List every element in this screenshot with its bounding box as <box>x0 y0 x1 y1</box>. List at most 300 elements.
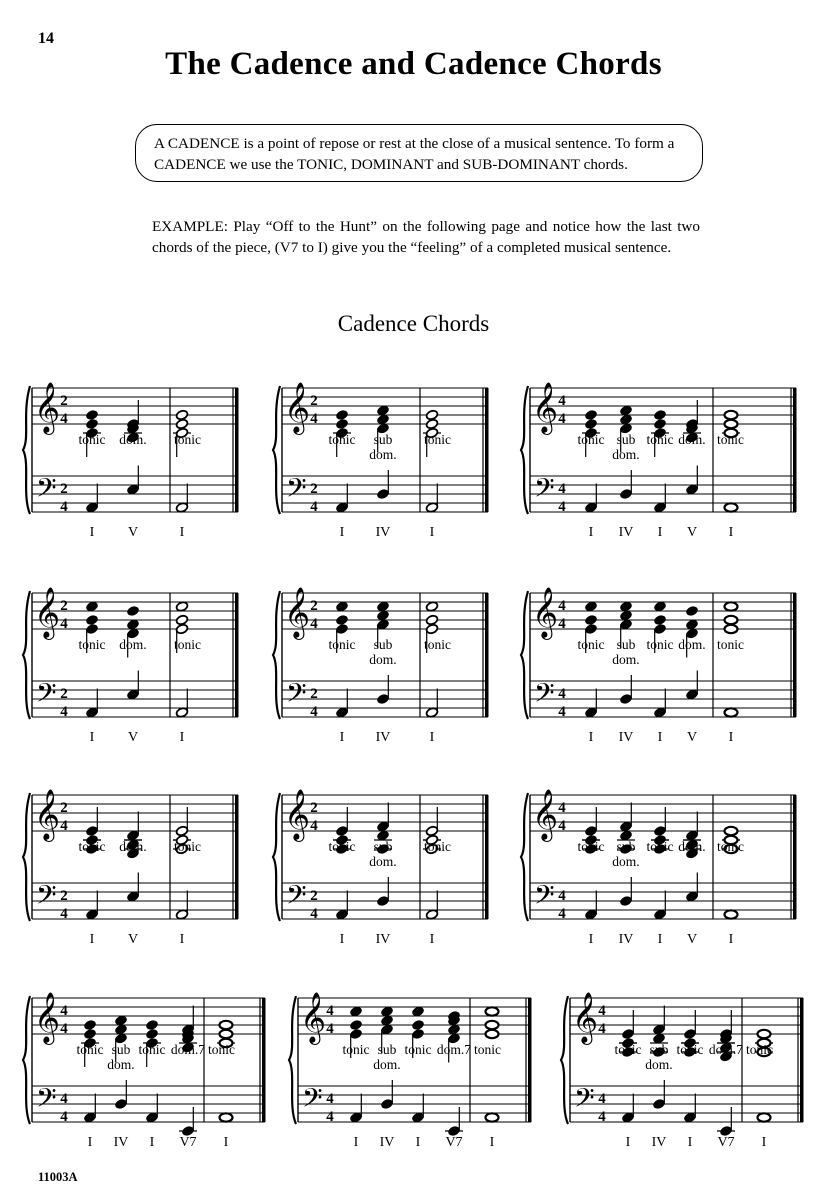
quarter-note <box>85 614 98 625</box>
cadence-exercise-7 <box>22 785 248 947</box>
quarter-note <box>619 414 632 425</box>
chord-label: dom. <box>612 854 640 869</box>
whole-note <box>725 411 738 419</box>
treble-clef-icon: 𝄞 <box>572 992 599 1043</box>
footer-code: 11003A <box>38 1170 78 1184</box>
half-note <box>175 409 188 420</box>
time-signature-top: 4 <box>326 1003 334 1019</box>
chord-label: dom. <box>612 652 640 667</box>
quarter-note <box>376 821 389 832</box>
whole-note <box>725 616 738 624</box>
treble-clef-icon: 𝄞 <box>532 382 559 433</box>
time-signature-bottom: 4 <box>60 906 68 922</box>
chord-label: sub <box>616 839 636 854</box>
quarter-note <box>584 707 597 718</box>
chord-label: dom.7 <box>170 1042 206 1057</box>
quarter-note <box>85 601 98 612</box>
time-signature-bottom: 4 <box>310 704 318 720</box>
time-signature-bottom: 4 <box>310 818 318 834</box>
quarter-note <box>349 1019 362 1030</box>
final-bar-thick <box>485 593 489 717</box>
treble-clef-icon: 𝄞 <box>284 382 311 433</box>
final-bar-thick <box>800 998 804 1122</box>
roman-numeral: I <box>179 730 185 745</box>
bass-clef-icon: 𝄢 <box>534 879 555 917</box>
quarter-note <box>335 909 348 920</box>
time-signature-bottom: 4 <box>326 1021 334 1037</box>
time-signature-bottom: 4 <box>310 499 318 515</box>
whole-note <box>725 708 738 716</box>
quarter-note <box>411 1028 424 1039</box>
chord-label: dom. <box>119 432 147 447</box>
time-signature-bottom: 4 <box>558 704 566 720</box>
roman-numeral: IV <box>375 932 391 947</box>
chord-label: tonic <box>342 1042 370 1057</box>
half-note <box>425 418 438 429</box>
quarter-note <box>376 414 389 425</box>
quarter-note <box>335 623 348 634</box>
quarter-note <box>584 409 597 420</box>
chord-label: tonic <box>717 839 744 854</box>
chord-label: sub <box>616 637 636 652</box>
quarter-note <box>685 619 698 630</box>
final-bar-thick <box>793 593 797 717</box>
time-signature-top: 2 <box>60 481 68 497</box>
chord-label: dom. <box>645 1057 673 1072</box>
quarter-note <box>653 825 666 836</box>
bass-clef-icon: 𝄢 <box>286 677 307 715</box>
roman-numeral: V <box>127 525 139 540</box>
quarter-note <box>584 614 597 625</box>
time-signature-bottom: 4 <box>558 906 566 922</box>
quarter-note <box>411 1006 424 1017</box>
time-signature-bottom: 4 <box>326 1109 334 1125</box>
quarter-note <box>685 605 698 616</box>
chord-label: tonic <box>174 432 201 447</box>
quarter-note <box>85 409 98 420</box>
quarter-note <box>619 821 632 832</box>
quarter-note <box>335 825 348 836</box>
quarter-note <box>685 891 698 902</box>
bass-clef-icon: 𝄢 <box>286 472 307 510</box>
quarter-note <box>376 405 389 416</box>
roman-numeral: I <box>588 525 594 540</box>
time-signature-top: 4 <box>558 800 566 816</box>
roman-numeral: I <box>223 1135 229 1150</box>
chord-label: tonic <box>404 1042 432 1057</box>
chord-label: sub <box>616 432 636 447</box>
cadence-exercise-1 <box>22 378 248 540</box>
quarter-note <box>652 1024 665 1035</box>
final-bar-thick <box>235 795 239 919</box>
whole-note <box>758 1113 771 1121</box>
chord-label: tonic <box>78 839 106 854</box>
quarter-note <box>85 418 98 429</box>
roman-numeral: V <box>127 730 139 745</box>
brace-icon <box>273 793 280 921</box>
chord-label: sub <box>373 637 393 652</box>
chord-label: dom. <box>369 854 397 869</box>
brace-icon <box>521 591 528 719</box>
chord-label: tonic <box>138 1042 166 1057</box>
time-signature-bottom: 4 <box>558 499 566 515</box>
whole-note <box>758 1030 771 1038</box>
bass-clef-icon: 𝄢 <box>574 1082 595 1120</box>
half-note <box>175 418 188 429</box>
half-note <box>425 601 438 612</box>
whole-note <box>486 1030 499 1038</box>
quarter-note <box>685 689 698 700</box>
final-bar-thick <box>235 388 239 512</box>
brace-icon <box>273 386 280 514</box>
cadence-exercise-2 <box>272 378 498 540</box>
time-signature-top: 2 <box>60 393 68 409</box>
time-signature-bottom: 4 <box>558 411 566 427</box>
roman-numeral: IV <box>375 525 391 540</box>
chord-label: tonic <box>746 1042 773 1057</box>
half-note <box>425 623 438 634</box>
treble-clef-icon: 𝄞 <box>34 992 61 1043</box>
chord-label: tonic <box>577 637 605 652</box>
chord-label: dom. <box>369 447 397 462</box>
quarter-note <box>380 1024 393 1035</box>
bass-clef-icon: 𝄢 <box>36 677 57 715</box>
chord-label: tonic <box>474 1042 501 1057</box>
roman-numeral: I <box>429 730 435 745</box>
brace-icon <box>23 386 30 514</box>
bass-clef-icon: 𝄢 <box>302 1082 323 1120</box>
chord-label: tonic <box>717 637 744 652</box>
roman-numeral: I <box>489 1135 495 1150</box>
brace-icon <box>273 591 280 719</box>
time-signature-top: 2 <box>310 598 318 614</box>
roman-numeral: I <box>415 1135 421 1150</box>
roman-numeral: I <box>761 1135 767 1150</box>
quarter-note <box>145 1028 158 1039</box>
roman-numeral: IV <box>618 525 634 540</box>
roman-numeral: I <box>87 1135 93 1150</box>
quarter-note <box>653 614 666 625</box>
whole-note <box>486 1021 499 1029</box>
chord-label: tonic <box>577 432 605 447</box>
quarter-note <box>126 891 139 902</box>
quarter-note <box>683 1112 696 1123</box>
quarter-note <box>619 895 632 906</box>
quarter-note <box>411 1112 424 1123</box>
quarter-note <box>376 693 389 704</box>
chord-label: dom.7 <box>708 1042 744 1057</box>
time-signature-bottom: 4 <box>558 818 566 834</box>
quarter-note <box>83 1028 96 1039</box>
example-paragraph: EXAMPLE: Play “Off to the Hunt” on the following page and notice how the last two chords of the piece, (V7 to I) give you the “feeling” of a completed musical sentence. <box>152 218 700 256</box>
quarter-note <box>653 623 666 634</box>
chord-label: dom. <box>119 839 147 854</box>
time-signature-top: 2 <box>60 686 68 702</box>
roman-numeral: I <box>339 730 345 745</box>
quarter-note <box>126 689 139 700</box>
chord-label: tonic <box>614 1042 642 1057</box>
roman-numeral: I <box>728 932 734 947</box>
bass-clef-icon: 𝄢 <box>534 677 555 715</box>
roman-numeral: V7 <box>717 1135 735 1150</box>
quarter-note <box>85 909 98 920</box>
page-title: The Cadence and Cadence Chords <box>165 46 662 82</box>
quarter-note <box>621 1028 634 1039</box>
quarter-note <box>380 1098 393 1109</box>
roman-numeral: V <box>127 932 139 947</box>
time-signature-top: 4 <box>326 1091 334 1107</box>
quarter-note <box>335 601 348 612</box>
whole-note <box>486 1113 499 1121</box>
chord-label: dom. <box>373 1057 401 1072</box>
quarter-note <box>126 619 139 630</box>
roman-numeral: I <box>339 932 345 947</box>
cadence-exercise-12 <box>560 988 808 1150</box>
half-note <box>425 614 438 625</box>
quarter-note <box>685 484 698 495</box>
chord-label: tonic <box>328 839 356 854</box>
brace-icon <box>289 996 296 1124</box>
roman-numeral: I <box>353 1135 359 1150</box>
quarter-note <box>126 605 139 616</box>
quarter-note <box>335 418 348 429</box>
roman-numeral: V7 <box>179 1135 197 1150</box>
time-signature-top: 4 <box>558 686 566 702</box>
treble-clef-icon: 𝄞 <box>34 789 61 840</box>
quarter-note <box>349 1028 362 1039</box>
quarter-note <box>349 1006 362 1017</box>
chord-label: tonic <box>646 839 674 854</box>
bass-clef-icon: 𝄢 <box>36 472 57 510</box>
roman-numeral: I <box>687 1135 693 1150</box>
final-bar-thick <box>262 998 266 1122</box>
chord-label: sub <box>373 839 393 854</box>
quarter-note <box>653 909 666 920</box>
final-bar-thick <box>528 998 532 1122</box>
quarter-note <box>584 909 597 920</box>
half-note <box>425 409 438 420</box>
time-signature-bottom: 4 <box>598 1021 606 1037</box>
chord-label: dom. <box>107 1057 135 1072</box>
bass-clef-icon: 𝄢 <box>36 879 57 917</box>
roman-numeral: I <box>728 525 734 540</box>
quarter-note <box>114 1024 127 1035</box>
half-note <box>425 707 438 718</box>
quarter-note <box>584 623 597 634</box>
treble-clef-icon: 𝄞 <box>532 789 559 840</box>
chord-label: dom. <box>678 637 706 652</box>
half-note <box>425 909 438 920</box>
time-signature-top: 4 <box>558 598 566 614</box>
roman-numeral: I <box>429 932 435 947</box>
chord-label: tonic <box>328 432 356 447</box>
quarter-note <box>683 1028 696 1039</box>
roman-numeral: I <box>89 525 95 540</box>
quarter-note <box>376 610 389 621</box>
quarter-note <box>619 405 632 416</box>
quarter-note <box>335 409 348 420</box>
quarter-note <box>653 502 666 513</box>
whole-note <box>725 420 738 428</box>
quarter-note <box>584 825 597 836</box>
whole-note <box>725 625 738 633</box>
chord-label: tonic <box>577 839 605 854</box>
quarter-note <box>619 488 632 499</box>
chord-label: tonic <box>78 432 106 447</box>
section-heading: Cadence Chords <box>337 311 490 336</box>
chord-label: tonic <box>174 839 201 854</box>
chord-label: tonic <box>78 637 106 652</box>
time-signature-top: 2 <box>310 481 318 497</box>
chord-label: tonic <box>208 1042 235 1057</box>
quarter-note <box>619 619 632 630</box>
time-signature-bottom: 4 <box>60 499 68 515</box>
roman-numeral: V <box>686 525 698 540</box>
quarter-note <box>621 1112 634 1123</box>
whole-note <box>725 827 738 835</box>
time-signature-top: 4 <box>60 1091 68 1107</box>
chord-label: dom. <box>612 447 640 462</box>
treble-clef-icon: 𝄞 <box>284 789 311 840</box>
quarter-note <box>376 619 389 630</box>
time-signature-bottom: 4 <box>60 1109 68 1125</box>
final-bar-thick <box>485 795 489 919</box>
time-signature-top: 4 <box>598 1003 606 1019</box>
quarter-note <box>126 484 139 495</box>
final-bar-thick <box>793 388 797 512</box>
quarter-note <box>85 502 98 513</box>
chord-label: dom. <box>369 652 397 667</box>
roman-numeral: I <box>588 932 594 947</box>
roman-numeral: IV <box>618 932 634 947</box>
time-signature-top: 2 <box>60 888 68 904</box>
time-signature-top: 2 <box>310 800 318 816</box>
cadence-exercise-11 <box>288 988 536 1150</box>
time-signature-top: 2 <box>310 393 318 409</box>
half-note <box>175 707 188 718</box>
roman-numeral: IV <box>651 1135 667 1150</box>
quarter-note <box>114 1015 127 1026</box>
final-bar-thick <box>235 593 239 717</box>
roman-numeral: V <box>686 730 698 745</box>
chord-label: tonic <box>174 637 201 652</box>
chord-label: tonic <box>424 432 451 447</box>
chord-label: sub <box>373 432 393 447</box>
chord-label: tonic <box>424 839 451 854</box>
quarter-note <box>653 409 666 420</box>
chord-label: sub <box>377 1042 397 1057</box>
brace-icon <box>521 386 528 514</box>
time-signature-bottom: 4 <box>598 1109 606 1125</box>
quarter-note <box>380 1015 393 1026</box>
quarter-note <box>335 502 348 513</box>
time-signature-top: 4 <box>558 393 566 409</box>
chord-label: sub <box>649 1042 669 1057</box>
treble-clef-icon: 𝄞 <box>284 587 311 638</box>
time-signature-bottom: 4 <box>60 818 68 834</box>
cadence-exercise-3 <box>520 378 802 540</box>
chord-label: dom. <box>678 839 706 854</box>
cadence-exercise-4 <box>22 583 248 745</box>
chord-label: dom.7 <box>436 1042 472 1057</box>
half-note <box>175 909 188 920</box>
roman-numeral: I <box>657 525 663 540</box>
time-signature-top: 2 <box>310 686 318 702</box>
cadence-definition-box: A CADENCE is a point of repose or rest at the close of a musical sentence. To form a CADENCE we use the TONIC, DOMINANT and SUB-DOMINANT chords. <box>135 124 703 182</box>
brace-icon <box>23 793 30 921</box>
final-bar-thick <box>485 388 489 512</box>
bass-clef-icon: 𝄢 <box>286 879 307 917</box>
roman-numeral: IV <box>113 1135 129 1150</box>
time-signature-bottom: 4 <box>60 1021 68 1037</box>
chord-label: tonic <box>676 1042 704 1057</box>
quarter-note <box>376 601 389 612</box>
brace-icon <box>23 996 30 1124</box>
time-signature-bottom: 4 <box>310 906 318 922</box>
roman-numeral: I <box>179 932 185 947</box>
time-signature-bottom: 4 <box>60 411 68 427</box>
roman-numeral: I <box>588 730 594 745</box>
quarter-note <box>619 610 632 621</box>
quarter-note <box>619 601 632 612</box>
chord-label: tonic <box>646 637 674 652</box>
time-signature-bottom: 4 <box>310 411 318 427</box>
roman-numeral: I <box>657 932 663 947</box>
quarter-note <box>85 707 98 718</box>
roman-numeral: V <box>686 932 698 947</box>
roman-numeral: I <box>179 525 185 540</box>
half-note <box>425 825 438 836</box>
cadence-exercise-10 <box>22 988 270 1150</box>
roman-numeral: I <box>625 1135 631 1150</box>
half-note <box>175 614 188 625</box>
time-signature-top: 2 <box>310 888 318 904</box>
quarter-note <box>145 1112 158 1123</box>
quarter-note <box>584 502 597 513</box>
roman-numeral: I <box>728 730 734 745</box>
chord-label: sub <box>111 1042 131 1057</box>
quarter-note <box>380 1006 393 1017</box>
whole-note <box>725 503 738 511</box>
quarter-note <box>335 707 348 718</box>
time-signature-top: 2 <box>60 598 68 614</box>
quarter-note <box>376 488 389 499</box>
quarter-note <box>584 418 597 429</box>
brace-icon <box>561 996 568 1124</box>
treble-clef-icon: 𝄞 <box>34 587 61 638</box>
roman-numeral: V7 <box>445 1135 463 1150</box>
time-signature-bottom: 4 <box>558 616 566 632</box>
half-note <box>175 502 188 513</box>
time-signature-top: 4 <box>60 1003 68 1019</box>
chord-label: tonic <box>646 432 674 447</box>
half-note <box>175 825 188 836</box>
time-signature-bottom: 4 <box>310 616 318 632</box>
quarter-note <box>83 1019 96 1030</box>
quarter-note <box>85 623 98 634</box>
quarter-note <box>652 1098 665 1109</box>
quarter-note <box>653 418 666 429</box>
roman-numeral: I <box>339 525 345 540</box>
treble-clef-icon: 𝄞 <box>532 587 559 638</box>
half-note <box>425 502 438 513</box>
half-note <box>175 601 188 612</box>
quarter-note <box>584 601 597 612</box>
quarter-note <box>114 1098 127 1109</box>
whole-note <box>220 1021 233 1029</box>
quarter-note <box>349 1112 362 1123</box>
roman-numeral: I <box>657 730 663 745</box>
